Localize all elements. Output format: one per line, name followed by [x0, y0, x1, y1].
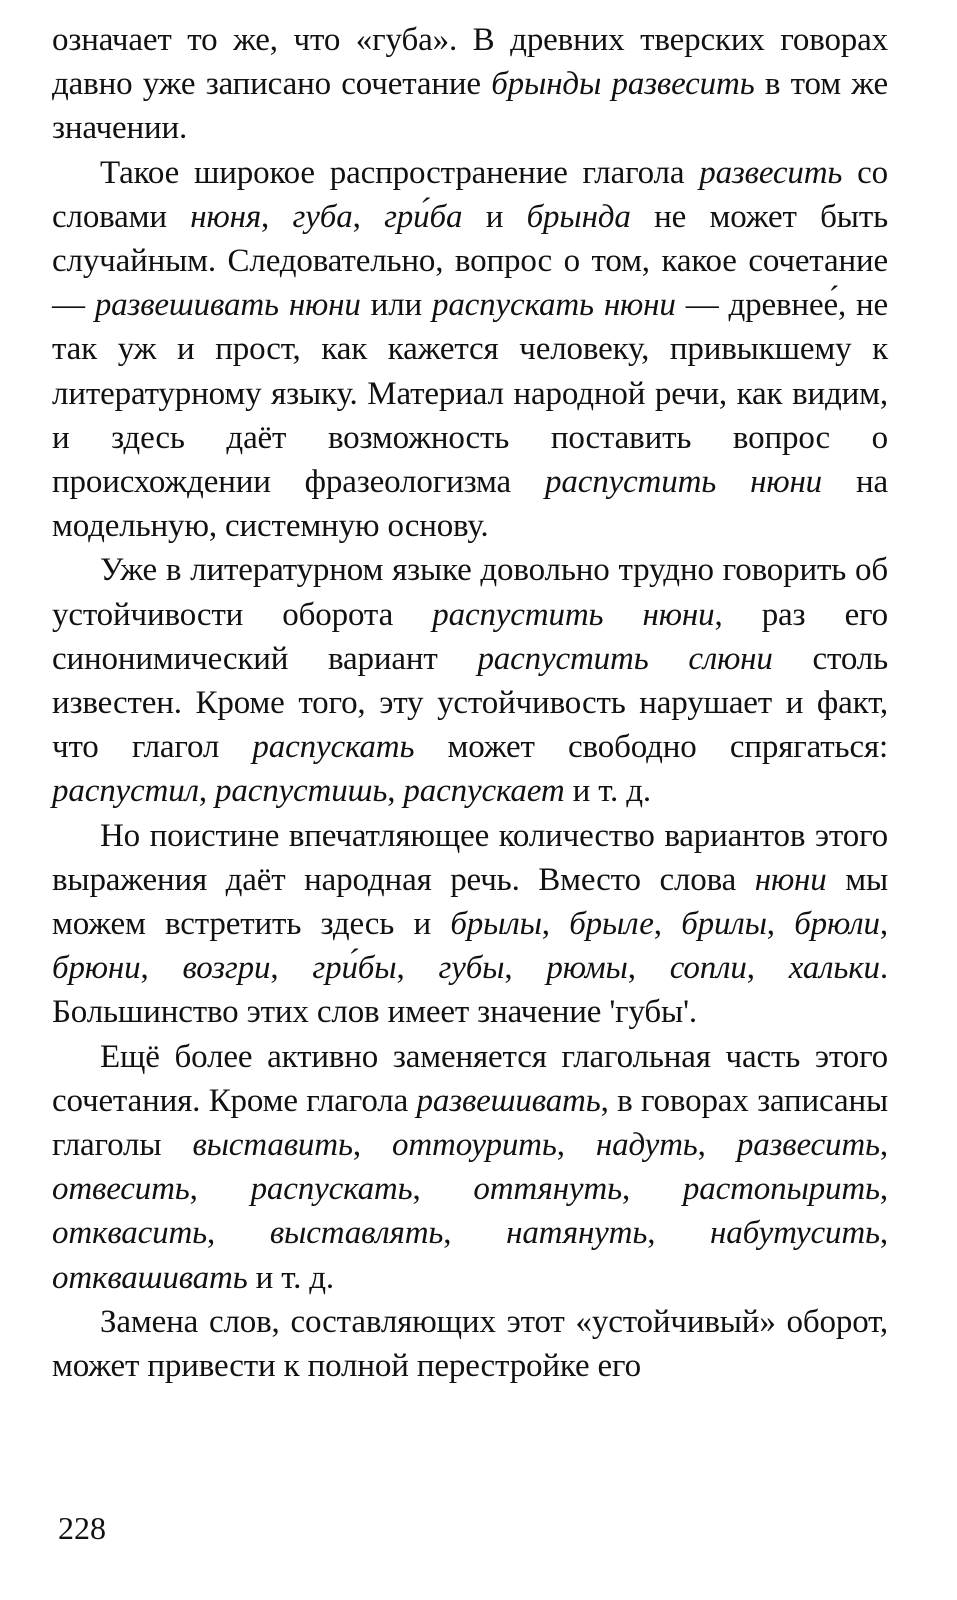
italic-term: развесить — [736, 1127, 880, 1164]
italic-term: губа — [292, 198, 353, 235]
italic-term: брыле — [569, 906, 654, 943]
text-run: и т. д. — [564, 773, 651, 810]
italic-term: распустить нюни — [545, 464, 823, 501]
italic-term: растопырить — [682, 1171, 880, 1208]
text-run: может свободно спрягаться: — [414, 729, 888, 766]
text-run: , — [879, 1171, 889, 1208]
text-run: , — [766, 906, 795, 943]
text-run: , — [443, 1215, 507, 1252]
paragraph-5 — [52, 1035, 888, 1300]
italic-term: распустить нюни — [432, 596, 715, 633]
italic-term: брында — [526, 198, 631, 235]
text-run: , — [504, 950, 547, 987]
text-run: или — [360, 287, 432, 324]
text-run: , — [556, 1127, 596, 1164]
italic-term: распускает — [403, 773, 565, 810]
paragraph-2 — [52, 151, 888, 549]
text-run: , — [396, 950, 439, 987]
paragraph-3 — [52, 548, 888, 813]
italic-term: брилы — [681, 906, 767, 943]
italic-term: развесить — [699, 154, 843, 191]
text-run: , — [621, 1171, 683, 1208]
text-run: , — [189, 1171, 251, 1208]
text-run: Такое широкое распространение глагола — [100, 154, 700, 191]
italic-term: возгри — [182, 950, 271, 987]
italic-term: распускать — [250, 1171, 413, 1208]
italic-term: брынды развесить — [491, 66, 755, 103]
text-run: Ещё более активно заменяется глагольная часть этого сочетания. Кроме глагола — [52, 1038, 888, 1119]
text-run: . Большинство этих слов имеет значение 'губы'. — [52, 950, 889, 1031]
text-run: мы можем встретить здесь и — [52, 861, 888, 943]
italic-term: отквасить — [52, 1215, 208, 1252]
paragraph-4 — [52, 814, 888, 1035]
text-run: , — [697, 1127, 737, 1164]
italic-term: нюня — [190, 198, 262, 235]
text-run: Уже в литературном языке довольно трудно говорить об устойчивости оборота — [52, 552, 888, 633]
italic-term: развешивать нюни — [94, 287, 361, 324]
text-run: , — [879, 1127, 889, 1164]
text-run: , раз его синонимический вариант — [52, 596, 888, 677]
italic-term: отвесить — [52, 1171, 190, 1208]
text-run: , — [207, 1215, 270, 1252]
italic-term: распускать нюни — [431, 287, 676, 324]
italic-term: натянуть — [506, 1215, 648, 1252]
italic-term: развешивать — [416, 1082, 601, 1119]
text-run: в том же значении. — [52, 66, 888, 147]
text-run: Но поистине впечатляющее количество вариантов этого выражения даёт народная речь. Вместо слова — [52, 817, 888, 898]
text-run: , — [140, 950, 183, 987]
text-run: , — [387, 773, 404, 810]
italic-term: распускать — [252, 729, 415, 766]
text-run: , — [647, 1215, 711, 1252]
italic-term: оттянуть — [473, 1171, 622, 1208]
italic-term: губы — [438, 950, 505, 987]
text-run: , — [627, 950, 670, 987]
text-run: , — [352, 198, 385, 235]
italic-term: распустить слюни — [477, 640, 773, 677]
italic-term: распустишь — [215, 773, 388, 810]
italic-term: выставлять — [269, 1215, 444, 1252]
text-run: , — [879, 1215, 888, 1252]
text-run: , — [270, 950, 313, 987]
italic-term: надуть — [595, 1127, 698, 1164]
text-run: столь известен. Кроме того, эту устойчивость нарушает и факт, что глагол — [52, 640, 888, 766]
italic-term: брюни — [52, 950, 141, 987]
text-run: , — [352, 1127, 393, 1164]
text-run: — древнее́, не так уж и прост, как кажется человеку, привыкшему к литературному языку. Материал народной речи, как видим, и здесь даёт возможность поставить вопрос о происхождении фразеологизма — [52, 287, 889, 501]
text-run: , — [653, 906, 682, 943]
italic-term: брылы — [450, 906, 542, 943]
paragraph-6 — [52, 1300, 888, 1388]
italic-term: рюмы — [546, 950, 628, 987]
text-run: , в говорах записаны глаголы — [52, 1082, 888, 1164]
text-run: , — [261, 198, 293, 235]
italic-term: отквашивать — [52, 1259, 248, 1296]
text-run: , — [746, 950, 789, 987]
text-run: на модельную, системную основу. — [52, 464, 888, 545]
italic-term: распустил — [52, 773, 199, 810]
italic-term: оттоурить — [392, 1127, 557, 1164]
paragraph-1 — [52, 18, 888, 151]
text-run: , — [879, 906, 888, 943]
italic-term: нюни — [754, 861, 827, 898]
italic-term: выставить — [192, 1127, 353, 1164]
text-run: означает то же, что «губа». В древних тверских говорах давно уже записано сочетание — [52, 22, 888, 103]
italic-term: сопли — [669, 950, 747, 987]
text-run: со словами — [52, 154, 889, 235]
italic-term: хальки — [788, 950, 880, 987]
text-run: , — [198, 773, 216, 810]
italic-term: гри́ба — [384, 198, 463, 235]
italic-term: брюли — [794, 906, 880, 943]
text-run: не может быть случайным. Следовательно, вопрос о том, какое сочетание — — [52, 198, 888, 324]
text-run: Замена слов, составляющих этот «устойчивый» оборот, может привести к полной перестройке его — [52, 1303, 888, 1385]
italic-term: набутусить — [710, 1215, 880, 1252]
text-run: , — [412, 1171, 474, 1208]
text-run: и т. д. — [247, 1259, 335, 1296]
page-number: 228 — [58, 1510, 106, 1546]
text-run: , — [541, 906, 570, 943]
italic-term: гри́бы — [312, 950, 397, 987]
text-run: и — [462, 198, 527, 235]
page-body — [52, 18, 888, 1388]
